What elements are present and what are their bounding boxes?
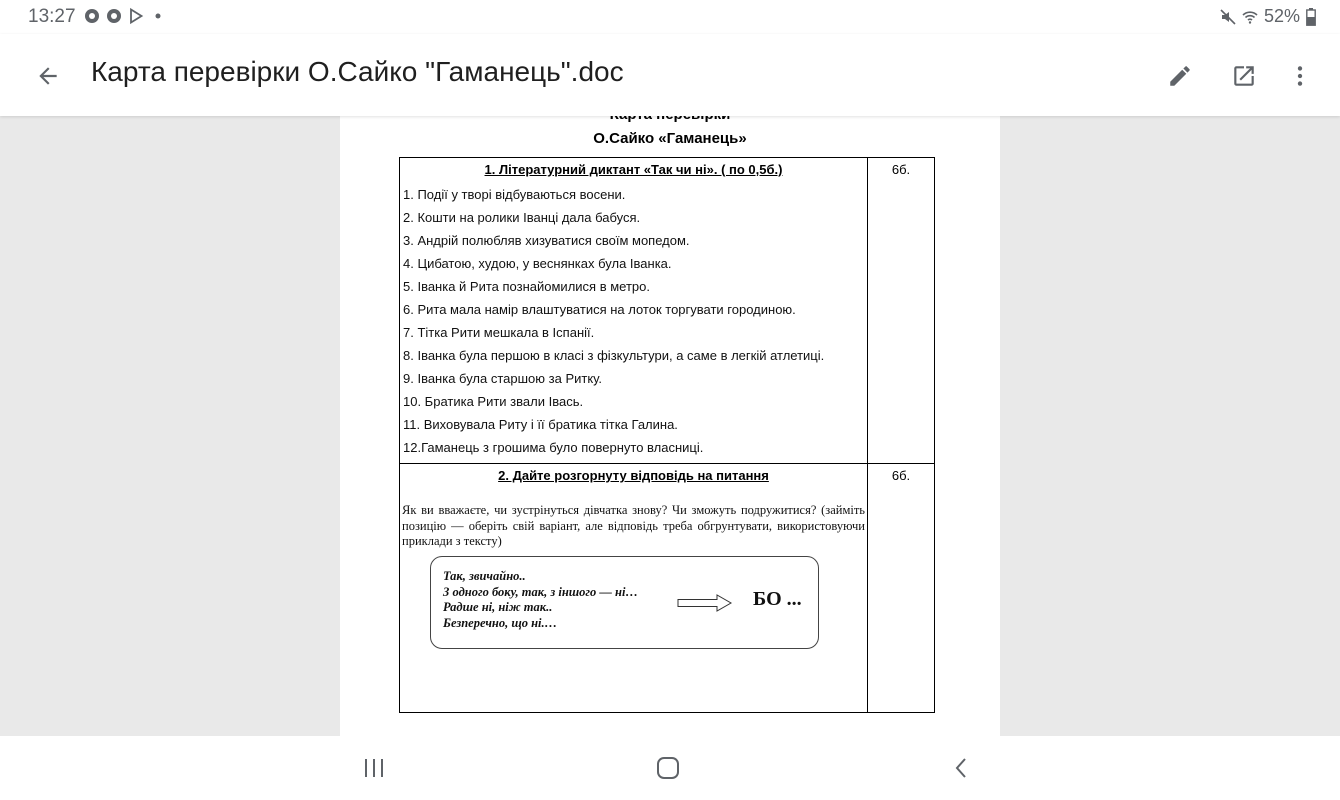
section2-points: 6б. [868,464,935,713]
back-nav-icon [950,756,974,780]
list-item: Радше ні, ніж так.. [443,600,553,614]
list-item: Так, звичайно.. [443,569,526,583]
back-button[interactable] [26,54,70,98]
answer-options-box [430,556,819,649]
document-page [340,106,1000,746]
edit-icon [1167,63,1193,89]
table-row [400,158,935,464]
list-item: З одного боку, так, з іншого — ні… [443,584,638,599]
section1-title: 1. Літературний диктант «Так чи ні». ( по 0,5б.) [484,162,783,177]
app-bar [0,34,1340,116]
list-item: 12.Гаманець з грошима було повернуто власниці. [403,440,704,455]
arrow-right-icon [677,594,733,612]
status-time: 13:27 [28,6,76,27]
section2-content [400,468,867,712]
document-title: Карта перевірки О.Сайко "Гаманець".doc [91,56,624,87]
section2-prompt: Як ви вважаєте, чи зустрінуться дівчатка знову? Чи зможуть подружитися? (займіть позицію — оберіть свій варіант, але відповідь треба обгрунтувати, використовуючи приклади з тексту) [402,503,865,548]
list-item: 1. Події у творі відбуваються восени. [403,187,626,202]
list-item: 8. Іванка була першою в класі з фізкультури, а саме в легкій атлетиці. [403,348,825,363]
arrow-back-icon [35,63,61,89]
section2-cell [400,464,868,713]
more-vert-icon [1287,63,1313,89]
notification-icons [84,8,166,24]
recents-button[interactable] [354,750,394,786]
section1-cell [400,158,868,464]
chrome-icon [84,8,100,24]
document-heading: О.Сайко «Гаманець» [593,130,747,147]
list-item: 6. Рита мала намір влаштуватися на лоток торгувати городиною. [403,302,796,317]
back-nav-button[interactable] [942,750,982,786]
table-row [400,464,935,713]
navigation-bar [0,736,1340,800]
list-item: 9. Іванка була старшою за Ритку. [403,371,602,386]
open-external-icon [1231,63,1257,89]
list-item: 3. Андрій полюбляв хизуватися своїм мопедом. [403,233,690,248]
section1-points: 6б. [868,158,935,464]
list-item: 4. Цибатою, худою, у веснянках була Іванка. [403,256,672,271]
status-bar [0,0,1340,34]
recents-icon [362,756,386,780]
system-status-icons [1220,6,1316,27]
list-item: Безперечно, що ні.… [443,615,558,630]
edit-button[interactable] [1158,54,1202,98]
mute-icon [1220,9,1236,25]
home-icon [655,755,681,781]
list-item: 2. Кошти на ролики Іванці дала бабуся. [403,210,641,225]
list-item: 5. Іванка й Рита познайомилися в метро. [403,279,650,294]
home-button[interactable] [648,750,688,786]
open-external-button[interactable] [1222,54,1266,98]
battery-icon [1306,8,1316,26]
list-item: 11. Виховувала Риту і її братика тітка Галина. [403,417,678,432]
section2-title: 2. Дайте розгорнуту відповідь на питання [498,468,769,483]
list-item: 7. Тітка Рити мешкала в Іспанії. [403,325,595,340]
chrome-icon [106,8,122,24]
question-list [400,183,867,463]
play-store-icon [128,8,144,24]
more-options-button[interactable] [1278,54,1322,98]
battery-percent: 52% [1263,6,1300,26]
assessment-table [399,157,935,713]
wifi-icon [1242,9,1258,25]
dot-icon [150,8,166,24]
list-item: 10. Братика Рити звали Івась. [403,394,584,409]
document-viewer[interactable] [0,116,1340,736]
answer-result: БО ... [753,588,802,610]
answer-options [443,569,638,631]
